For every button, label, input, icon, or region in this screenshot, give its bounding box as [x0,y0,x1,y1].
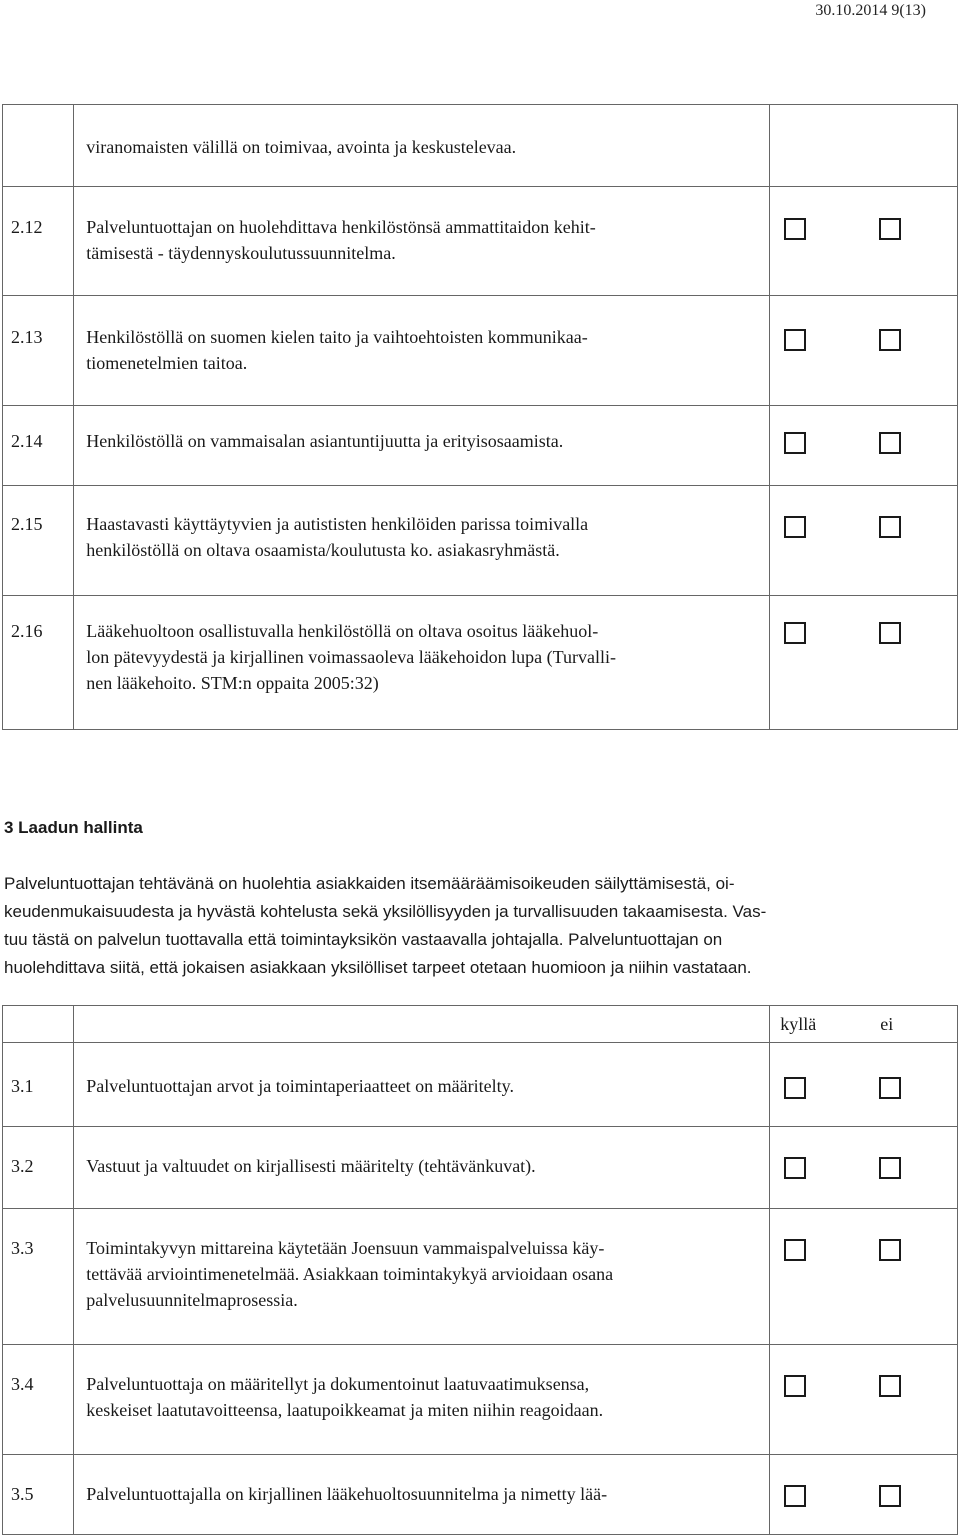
item-text-line: tiomenetelmien taitoa. [86,353,248,373]
intro-line: keudenmukaisuudesta ja hyvästä kohtelusta sekä yksilöllisyyden ja turvallisuuden takaamisesta. Vas- [4,902,767,921]
item-text-line: lon pätevyydestä ja kirjallinen voimassaoleva lääkehoidon lupa (Turvalli- [86,647,616,667]
page-header: 30.10.2014 9(13) [815,2,926,19]
item-number: 3.4 [11,1374,34,1394]
item-text-line: nen lääkehoito. STM:n oppaita 2005:32) [86,673,379,693]
item-text-line: Toimintakyvyn mittareina käytetään Joensuun vammaispalveluissa käy- [86,1238,605,1258]
table-row [3,1209,958,1345]
section-title: 3 Laadun hallinta [4,818,143,837]
table-row [3,1127,958,1209]
item-text-line: Palveluntuottajalla on kirjallinen lääkehuoltosuunnitelma ja nimetty lää- [86,1484,608,1504]
continuation-text: viranomaisten välillä on toimivaa, avointa ja keskustelevaa. [86,137,517,157]
item-number: 2.12 [11,217,43,237]
yes-checkbox[interactable] [784,516,806,538]
item-text-line: Palveluntuottajan arvot ja toimintaperiaatteet on määritelty. [86,1076,514,1096]
item-number: 3.1 [11,1076,34,1096]
no-checkbox[interactable] [879,432,901,454]
item-text-line: Henkilöstöllä on suomen kielen taito ja vaihtoehtoisten kommunikaa- [86,327,588,347]
item-text-line: keskeiset laatutavoitteensa, laatupoikkeamat ja miten niihin reagoidaan. [86,1400,604,1420]
table-row [3,596,958,730]
item-number: 2.16 [11,621,43,641]
table-header-row [3,1006,958,1043]
intro-line: tuu tästä on palvelun tuottavalla että toimintayksikön vastaavalla johtajalla. Palveluntuottajan on [4,930,723,949]
yes-checkbox[interactable] [784,1375,806,1397]
checklist-table-section-3 [2,1005,958,1535]
column-header-yes: kyllä [780,1014,817,1034]
no-checkbox[interactable] [879,1157,901,1179]
section-intro [4,870,944,982]
table-row [3,187,958,296]
column-header-no: ei [880,1014,894,1034]
item-text-line: Henkilöstöllä on vammaisalan asiantuntijuutta ja erityisosaamista. [86,431,564,451]
yes-checkbox[interactable] [784,1485,806,1507]
no-checkbox[interactable] [879,622,901,644]
no-checkbox[interactable] [879,1485,901,1507]
table-row [3,1455,958,1535]
item-number: 3.2 [11,1156,34,1176]
item-text-line: Vastuut ja valtuudet on kirjallisesti määritelty (tehtävänkuvat). [86,1156,536,1176]
item-text-line: henkilöstöllä on oltava osaamista/koulutusta ko. asiakasryhmästä. [86,540,560,560]
item-number: 2.14 [11,431,43,451]
table-row [3,486,958,596]
item-text-line: Lääkehuoltoon osallistuvalla henkilöstöllä on oltava osoitus lääkehuol- [86,621,599,641]
table-row [3,1345,958,1455]
table-row [3,406,958,486]
no-checkbox[interactable] [879,516,901,538]
table-row [3,105,958,187]
item-number: 3.3 [11,1238,34,1258]
yes-checkbox[interactable] [784,622,806,644]
no-checkbox[interactable] [879,218,901,240]
no-checkbox[interactable] [879,1077,901,1099]
item-text-line: Palveluntuottaja on määritellyt ja dokumentoinut laatuvaatimuksensa, [86,1374,590,1394]
yes-checkbox[interactable] [784,1239,806,1261]
item-number: 3.5 [11,1484,34,1504]
item-text-line: tämisestä - täydennyskoulutussuunnitelma. [86,243,396,263]
intro-line: huolehdittava siitä, että jokaisen asiakkaan yksilölliset tarpeet otetaan huomioon ja niihin vastataan. [4,958,752,977]
item-number: 2.15 [11,514,43,534]
yes-checkbox[interactable] [784,432,806,454]
checklist-table-section-2 [2,104,958,730]
item-number: 2.13 [11,327,43,347]
intro-line: Palveluntuottajan tehtävänä on huolehtia asiakkaiden itsemääräämisoikeuden säilyttämisestä, oi- [4,874,735,893]
item-text-line: palvelusuunnitelmaprosessia. [86,1290,298,1310]
item-text-line: tettävää arviointimenetelmää. Asiakkaan toimintakykyä arvioidaan osana [86,1264,614,1284]
table-row [3,1043,958,1127]
no-checkbox[interactable] [879,329,901,351]
yes-checkbox[interactable] [784,218,806,240]
table-row [3,296,958,406]
yes-checkbox[interactable] [784,329,806,351]
no-checkbox[interactable] [879,1239,901,1261]
item-text-line: Palveluntuottajan on huolehdittava henkilöstönsä ammattitaidon kehit- [86,217,596,237]
yes-checkbox[interactable] [784,1157,806,1179]
no-checkbox[interactable] [879,1375,901,1397]
yes-checkbox[interactable] [784,1077,806,1099]
item-text-line: Haastavasti käyttäytyvien ja autististen henkilöiden parissa toimivalla [86,514,589,534]
